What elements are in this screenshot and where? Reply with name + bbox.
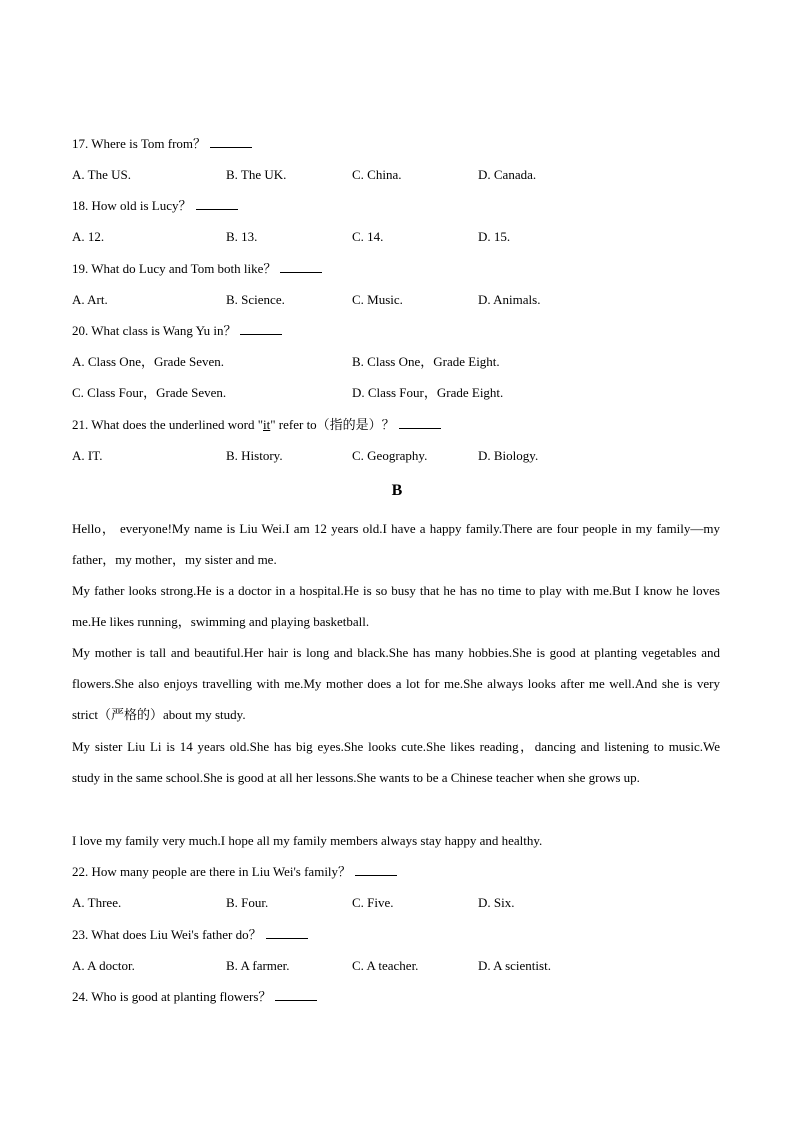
underlined-word: it (263, 417, 271, 432)
answer-blank (210, 135, 252, 148)
answer-blank (240, 322, 282, 335)
q18-option-a: A. 12. (72, 229, 105, 244)
q21-option-c: C. Geography. (352, 448, 428, 463)
answer-blank (399, 416, 441, 429)
question-20: 20. What class is Wang Yu in？ (72, 322, 282, 340)
q22-option-c: C. Five. (352, 895, 394, 910)
answer-blank (275, 988, 317, 1001)
answer-blank (280, 260, 322, 273)
q20-option-d: D. Class Four，Grade Eight. (352, 385, 504, 400)
q20-option-c: C. Class Four，Grade Seven. (72, 385, 227, 400)
q18-option-d: D. 15. (478, 229, 511, 244)
passage-paragraph-1: Hello， everyone!My name is Liu Wei.I am 12 years old.I have a happy family.There are four people in my family—my father，my mother，my sister and me. (72, 521, 720, 567)
q21-option-d: D. Biology. (478, 448, 539, 463)
answer-blank (266, 926, 308, 939)
question-19: 19. What do Lucy and Tom both like？ (72, 260, 322, 278)
q20-option-b: B. Class One，Grade Eight. (352, 354, 500, 369)
q19-option-b: B. Science. (226, 292, 285, 307)
question-18: 18. How old is Lucy？ (72, 197, 238, 215)
q23-option-c: C. A teacher. (352, 958, 419, 973)
answer-blank (355, 863, 397, 876)
q23-option-a: A. A doctor. (72, 958, 135, 973)
question-22: 22. How many people are there in Liu Wei's family？ (72, 863, 397, 881)
passage-paragraph-5: I love my family very much.I hope all my family members always stay happy and healthy. (72, 833, 543, 848)
passage-paragraph-4: My sister Liu Li is 14 years old.She has big eyes.She looks cute.She likes reading，dancing and listening to music.We study in the same school.She is good at all her lessons.She wants to be a Chinese teacher when she grows up. (72, 739, 720, 785)
q18-option-c: C. 14. (352, 229, 384, 244)
q21-option-a: A. IT. (72, 448, 103, 463)
q23-option-b: B. A farmer. (226, 958, 290, 973)
question-23: 23. What does Liu Wei's father do？ (72, 926, 308, 944)
q19-option-c: C. Music. (352, 292, 403, 307)
q18-option-b: B. 13. (226, 229, 258, 244)
question-21: 21. What does the underlined word "it" refer to（指的是）？ (72, 416, 441, 434)
q22-option-d: D. Six. (478, 895, 515, 910)
q19-option-d: D. Animals. (478, 292, 541, 307)
q21-option-b: B. History. (226, 448, 283, 463)
passage-paragraph-3: My mother is tall and beautiful.Her hair is long and black.She has many hobbies.She is good at planting vegetables and flowers.She also enjoys travelling with me.My mother does a lot for me.She always looks after me well.And she is very strict（严格的）about my study. (72, 645, 720, 722)
answer-blank (196, 197, 238, 210)
question-17: 17. Where is Tom from？ (72, 135, 252, 153)
q17-option-a: A. The US. (72, 167, 131, 182)
q22-option-b: B. Four. (226, 895, 269, 910)
passage-paragraph-2: My father looks strong.He is a doctor in a hospital.He is so busy that he has no time to play with me.But I know he loves me.He likes running，swimming and playing basketball. (72, 583, 720, 629)
q23-option-d: D. A scientist. (478, 958, 551, 973)
q19-option-a: A. Art. (72, 292, 108, 307)
q17-option-c: C. China. (352, 167, 402, 182)
section-b-title: B (391, 482, 403, 499)
q20-option-a: A. Class One，Grade Seven. (72, 354, 224, 369)
q22-option-a: A. Three. (72, 895, 122, 910)
q17-option-b: B. The UK. (226, 167, 287, 182)
q17-option-d: D. Canada. (478, 167, 537, 182)
question-24: 24. Who is good at planting flowers？ (72, 988, 317, 1006)
